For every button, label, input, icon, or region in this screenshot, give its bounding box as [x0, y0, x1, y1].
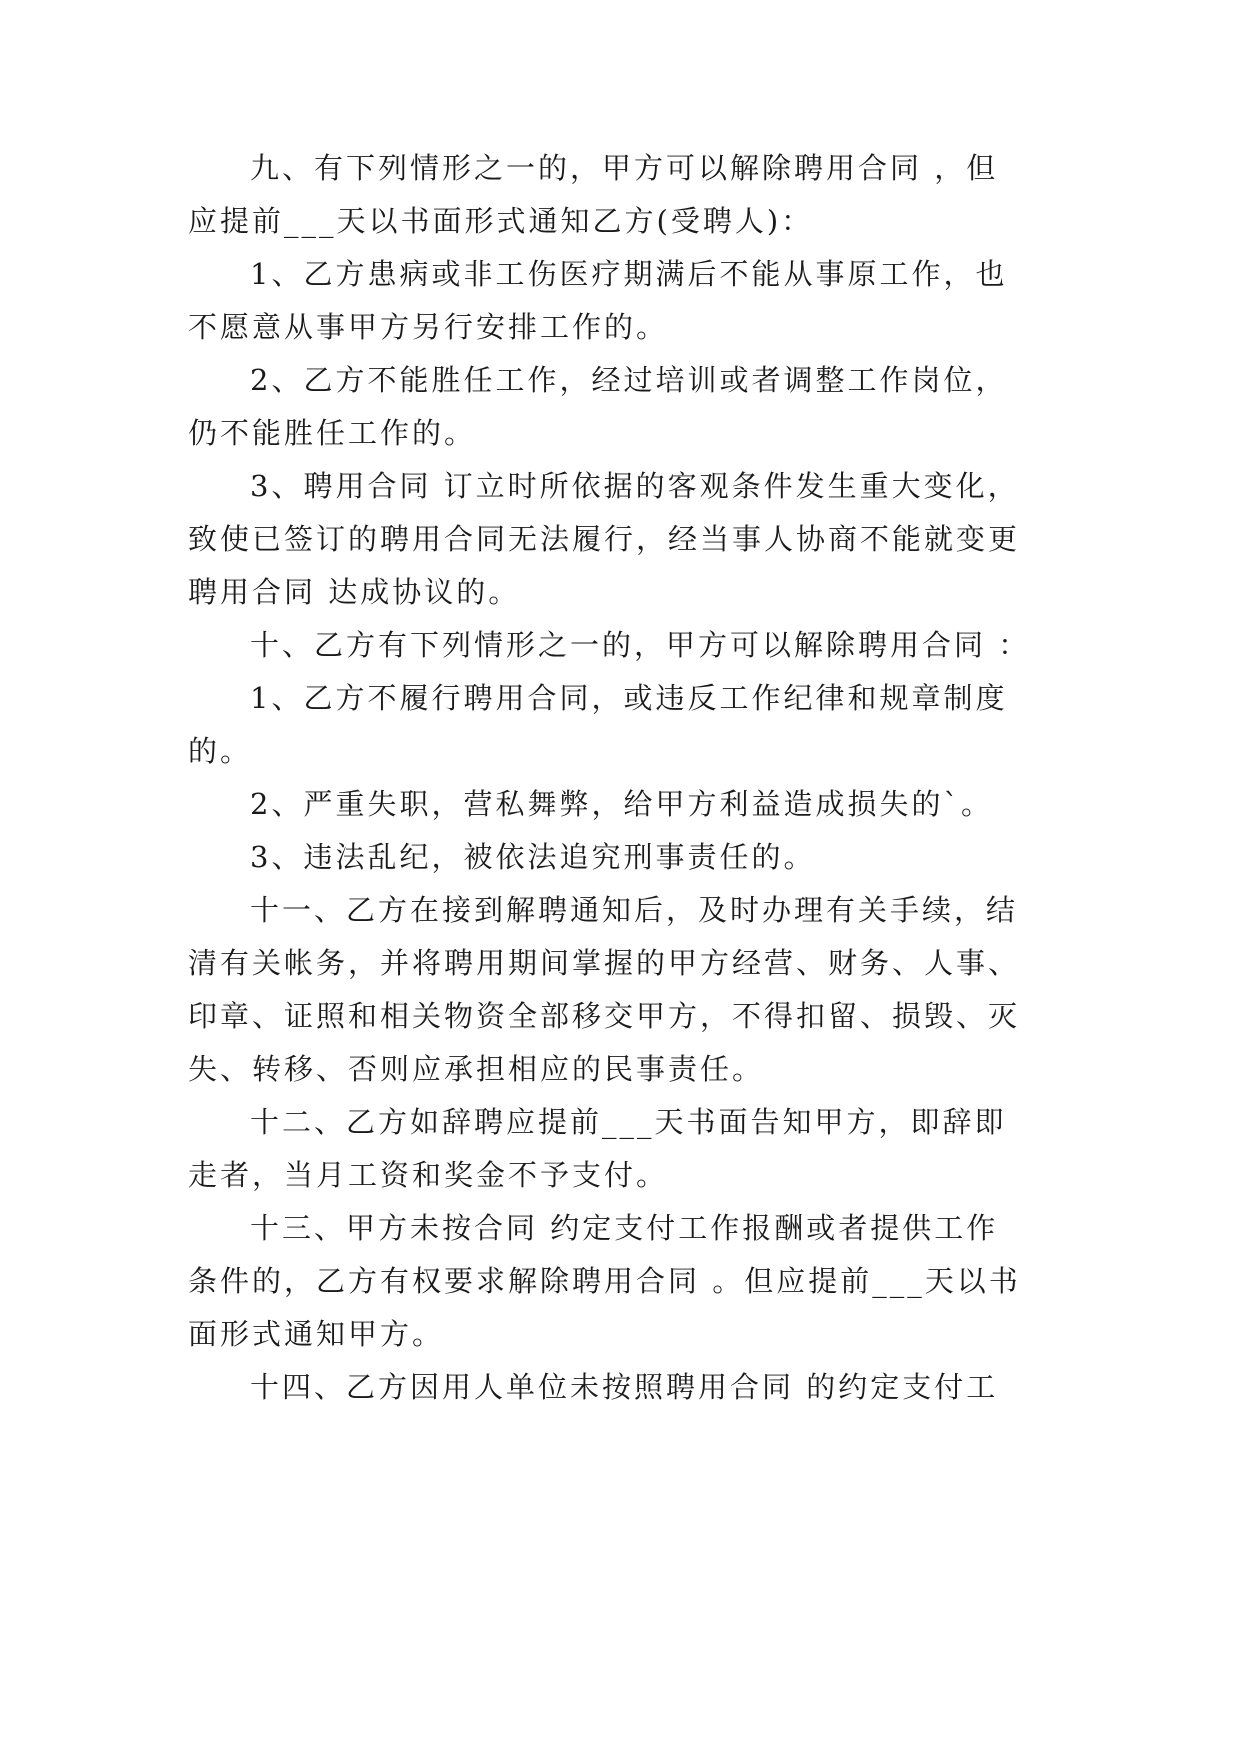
clause-12-line-2: 走者，当月工资和奖金不予支付。 — [188, 1158, 669, 1192]
clause-11-line-1: 十一、乙方在接到解聘通知后，及时办理有关手续，结 — [250, 893, 1019, 927]
clause-13-line-1: 十三、甲方未按合同 约定支付工作报酬或者提供工作 — [250, 1211, 999, 1245]
clause-10-item-2-line-1: 2、严重失职，营私舞弊，给甲方利益造成损失的`。 — [250, 787, 993, 821]
clause-11-line-4: 失、转移、否则应承担相应的民事责任。 — [188, 1052, 765, 1086]
clause-9-line-2: 应提前___天以书面形式通知乙方(受聘人)： — [188, 204, 814, 238]
clause-12-line-1: 十二、乙方如辞聘应提前___天书面告知甲方，即辞即 — [250, 1105, 1007, 1139]
clause-9-item-3-line-3: 聘用合同 达成协议的。 — [188, 575, 521, 609]
clause-11-line-2: 清有关帐务，并将聘用期间掌握的甲方经营、财务、人事、 — [188, 946, 1021, 980]
clause-9-item-2-line-1: 2、乙方不能胜任工作，经过培训或者调整工作岗位， — [250, 363, 1008, 397]
clause-9-item-2-line-2: 仍不能胜任工作的。 — [188, 416, 477, 450]
clause-9-item-3-line-1: 3、聘用合同 订立时所依据的客观条件发生重大变化， — [250, 469, 1020, 503]
clause-13-line-3: 面形式通知甲方。 — [188, 1317, 445, 1351]
clause-9-line-1: 九、有下列情形之一的，甲方可以解除聘用合同 ，但 — [250, 151, 999, 185]
clause-11-line-3: 印章、证照和相关物资全部移交甲方，不得扣留、损毁、灭 — [188, 999, 1021, 1033]
clause-10-item-3-line-1: 3、违法乱纪，被依法追究刑事责任的。 — [250, 840, 816, 874]
clause-9-item-1-line-1: 1、乙方患病或非工伤医疗期满后不能从事原工作，也 — [250, 257, 1008, 291]
clause-9-item-3-line-2: 致使已签订的聘用合同无法履行，经当事人协商不能就变更 — [188, 522, 1021, 556]
clause-10-item-1-line-1: 1、乙方不履行聘用合同，或违反工作纪律和规章制度 — [250, 681, 1008, 715]
clause-10-line-1: 十、乙方有下列情形之一的，甲方可以解除聘用合同 ： — [250, 628, 1031, 662]
clause-9-item-1-line-2: 不愿意从事甲方另行安排工作的。 — [188, 310, 669, 344]
clause-13-line-2: 条件的，乙方有权要求解除聘用合同 。但应提前___天以书 — [188, 1264, 1021, 1298]
clause-10-item-1-line-2: 的。 — [188, 734, 253, 768]
clause-14-line-1: 十四、乙方因用人单位未按照聘用合同 的约定支付工 — [250, 1370, 999, 1404]
